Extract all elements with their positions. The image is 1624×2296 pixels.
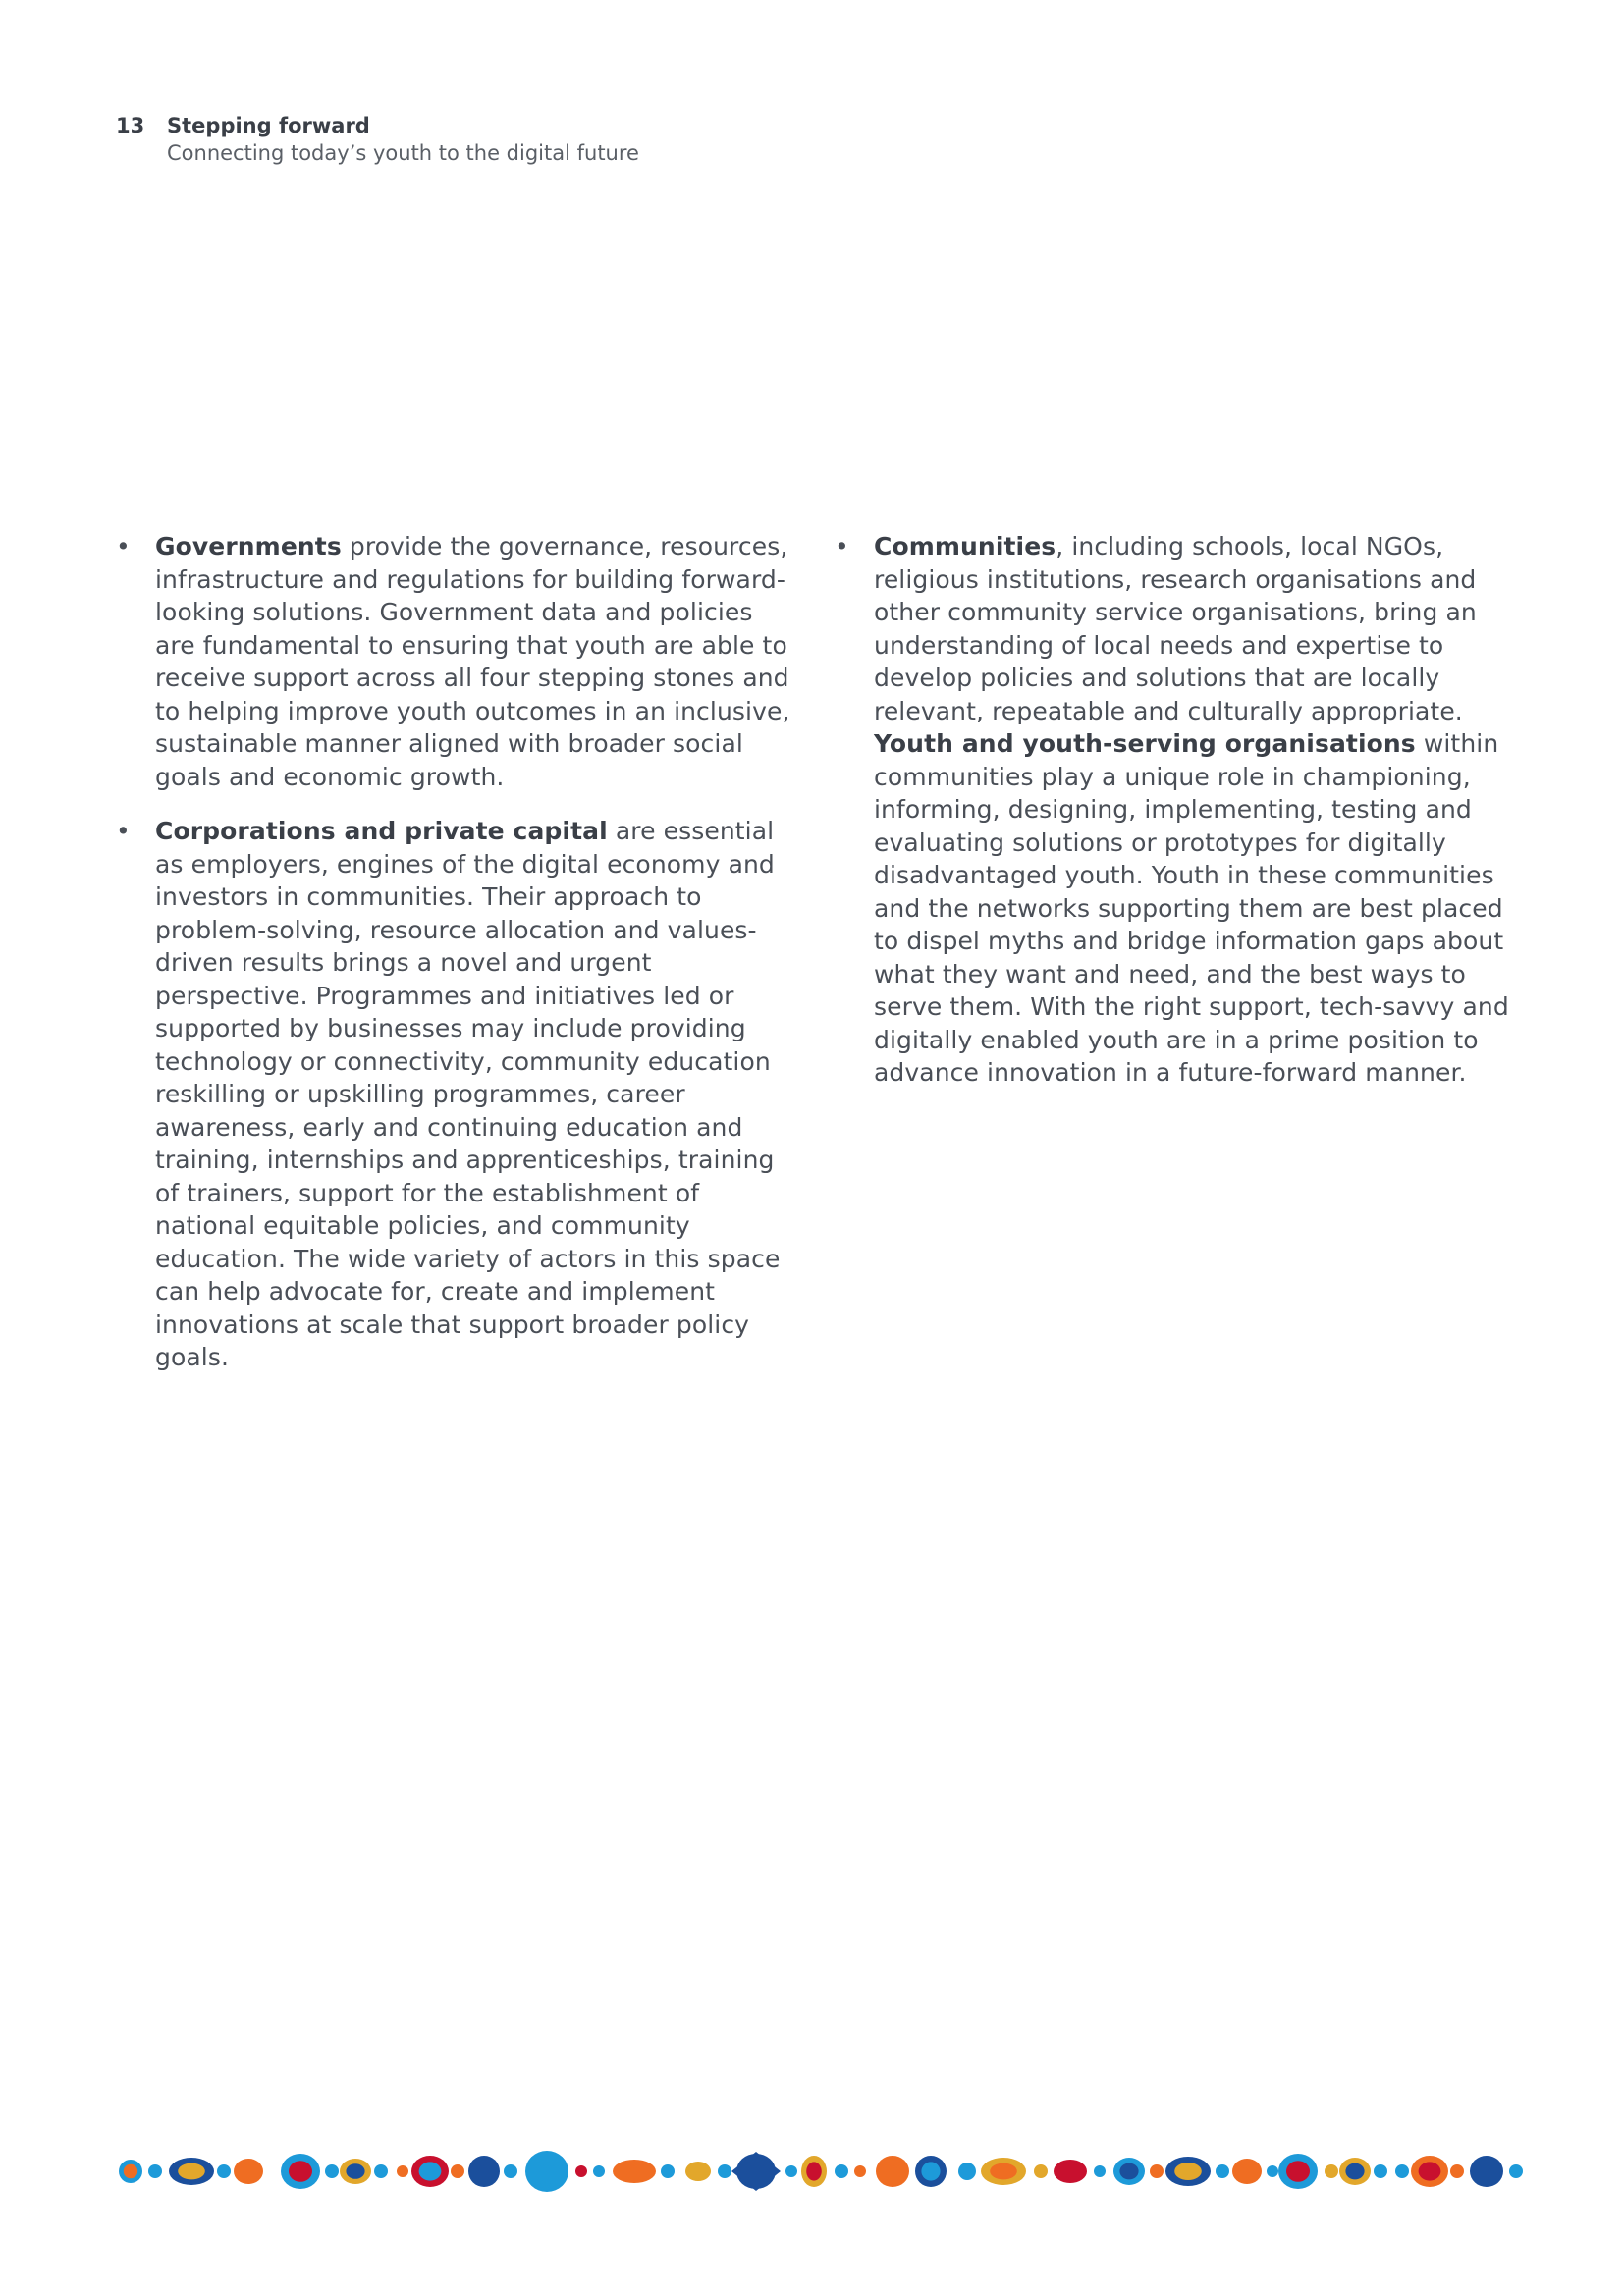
decorative-dot <box>1054 2160 1087 2183</box>
decorative-dot <box>1339 2158 1371 2185</box>
bullet-text: , including schools, local NGOs, religious institutions, research organisations and other community service organisations, bring an understanding of local needs and expertise to develop policies and solutions that are locally relevant, repeatable and culturally appropriate. <box>874 532 1477 725</box>
decorative-dot <box>1278 2154 1318 2189</box>
decorative-dot <box>1470 2156 1503 2187</box>
decorative-dot <box>397 2165 408 2177</box>
decorative-dot-inner <box>178 2163 205 2180</box>
decorative-dot-inner <box>1419 2162 1441 2180</box>
decorative-dot-inner <box>1286 2161 1310 2182</box>
decorative-dot <box>1267 2165 1278 2177</box>
decorative-dot-inner <box>1345 2163 1364 2180</box>
decorative-dot <box>340 2159 371 2184</box>
decorative-dot <box>1094 2165 1106 2177</box>
decorative-dot <box>119 2160 142 2183</box>
bullet-text: are essential as employers, engines of the digital economy and investors in communities. Their approach to problem-solving, resource allocation and values-driven results brings a novel and urgent perspective. Programmes and initiatives led or supported by businesses may include providing technology or connectivity, community education reskilling or upskilling programmes, career awareness, early and continuing education and training, internships and apprenticeships, training of trainers, support for the establishment of national equitable policies, and community education. The wide variety of actors in this space can help advocate for, create and implement innovations at scale that support broader policy goals. <box>155 817 781 1371</box>
bullet-term: Corporations and private capital <box>155 817 608 845</box>
bullet-term: Governments <box>155 532 342 561</box>
decorative-dot-inner <box>419 2162 442 2180</box>
decorative-dot <box>234 2159 263 2184</box>
decorative-dot <box>958 2163 976 2180</box>
decorative-dot <box>374 2164 388 2178</box>
decorative-dot <box>148 2164 162 2178</box>
decorative-dot <box>876 2156 909 2187</box>
decorative-dot <box>1509 2164 1523 2178</box>
decorative-dot <box>1374 2164 1387 2178</box>
decorative-dot <box>468 2156 500 2187</box>
page-number: 13 <box>116 114 145 137</box>
decorative-diamond <box>731 2152 781 2191</box>
bullet-communities <box>835 530 1512 1090</box>
decorative-dot <box>575 2165 587 2177</box>
decorative-dot <box>981 2158 1026 2185</box>
decorative-dot <box>785 2165 797 2177</box>
decorative-dot-inner <box>921 2162 940 2180</box>
decorative-dot <box>451 2164 464 2178</box>
left-column <box>116 530 793 1396</box>
decorative-dot <box>1034 2164 1048 2178</box>
right-bullet-list <box>835 530 1512 1090</box>
decorative-dot <box>1450 2164 1464 2178</box>
decorative-dot-inner <box>806 2162 822 2180</box>
decorative-dot-inner <box>346 2163 364 2179</box>
decorative-dot-inner <box>289 2161 312 2182</box>
decorative-dot <box>835 2164 848 2178</box>
decorative-dot <box>661 2164 675 2178</box>
decorative-dot-inner <box>1174 2163 1202 2180</box>
decorative-dot <box>613 2160 656 2183</box>
decorative-dot <box>1232 2159 1262 2184</box>
decorative-dot <box>593 2165 605 2177</box>
bullet-corporations <box>116 815 793 1374</box>
decorative-dot <box>217 2164 231 2178</box>
decorative-dot-inner <box>124 2164 137 2178</box>
decorative-dot <box>325 2164 339 2178</box>
decorative-dot <box>915 2156 947 2187</box>
decorative-dot <box>1113 2158 1145 2185</box>
decorative-dot <box>1325 2164 1338 2178</box>
left-bullet-list <box>116 530 793 1374</box>
bullet-term-youth: Youth and youth-serving organisations <box>874 729 1416 758</box>
decorative-dot <box>1216 2164 1229 2178</box>
decorative-dot <box>281 2154 320 2189</box>
decorative-dot <box>169 2158 214 2185</box>
decorative-dot <box>525 2151 568 2192</box>
bullet-term: Communities <box>874 532 1056 561</box>
decorative-dot-inner <box>990 2163 1017 2180</box>
decorative-dot <box>1150 2164 1164 2178</box>
bullet-text: provide the governance, resources, infrastructure and regulations for building forward-looking solutions. Government data and policies are fundamental to ensuring that youth are able to receive support across all four stepping stones and to helping improve youth outcomes in an inclusive, sustainable manner aligned with broader social goals and economic growth. <box>155 532 790 791</box>
decorative-dot <box>1165 2157 1211 2186</box>
decorative-dot <box>736 2154 776 2189</box>
section-title: Stepping forward <box>167 114 370 137</box>
decorative-dot <box>1395 2164 1409 2178</box>
decorative-dot-inner <box>1119 2163 1138 2180</box>
right-column <box>835 530 1512 1111</box>
section-subtitle: Connecting today’s youth to the digital future <box>167 141 639 165</box>
decorative-dot <box>504 2164 517 2178</box>
decorative-dot <box>854 2165 866 2177</box>
bullet-text: within communities play a unique role in championing, informing, designing, implementing, testing and evaluating solutions or prototypes for digitally disadvantaged youth. Youth in these communities and the networks supporting them are best placed to dispel myths and bridge information gaps about what they want and need, and the best ways to serve them. With the right support, tech-savvy and digitally enabled youth are in a prime position to advance innovation in a future-forward manner. <box>874 729 1509 1087</box>
bullet-governments <box>116 530 793 793</box>
decorative-dot <box>718 2164 731 2178</box>
decorative-dot <box>411 2156 449 2187</box>
decorative-dot <box>685 2162 711 2181</box>
decorative-dot <box>1411 2156 1448 2187</box>
decorative-dot <box>801 2156 827 2187</box>
